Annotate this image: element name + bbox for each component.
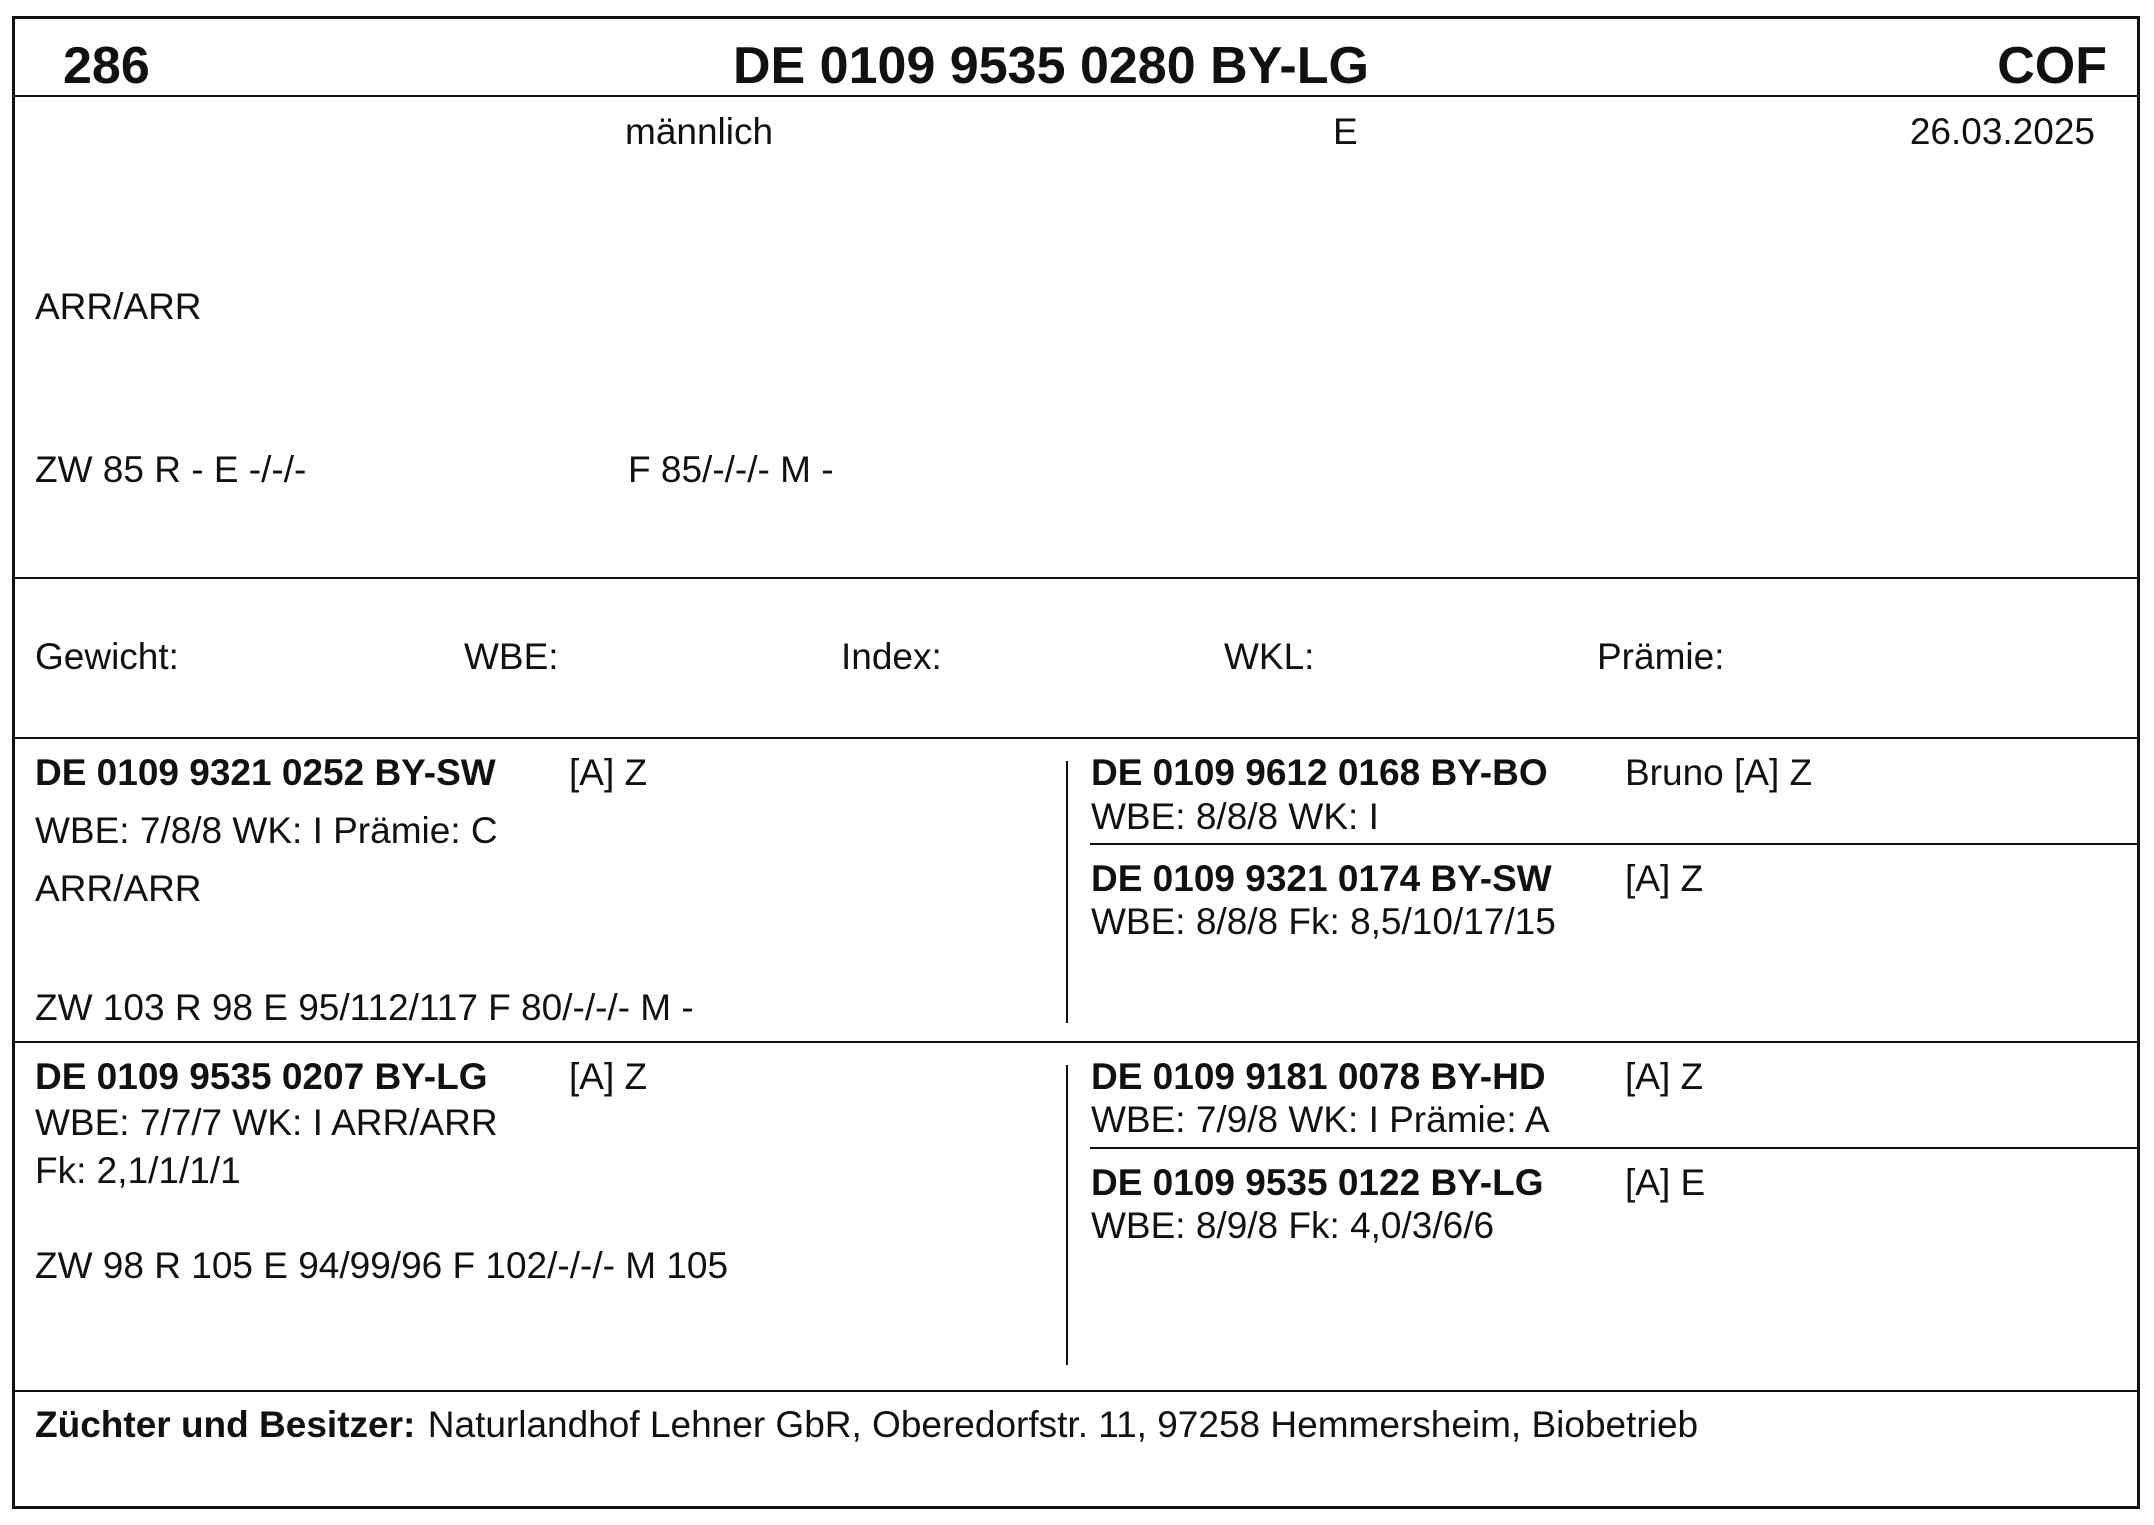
sire-dam-performance: WBE: 8/8/8 Fk: 8,5/10/17/15 xyxy=(1091,901,1556,942)
dam-id: DE 0109 9535 0207 BY-LG xyxy=(35,1056,488,1097)
dam-breeding-values: ZW 98 R 105 E 94/99/96 F 102/-/-/- M 105 xyxy=(35,1245,729,1286)
sire-dam-tag: [A] Z xyxy=(1625,858,1704,899)
sire-grandparents-divider xyxy=(1090,843,2140,845)
dam-dam-performance: WBE: 8/9/8 Fk: 4,0/3/6/6 xyxy=(1091,1205,1495,1246)
weight-label: Gewicht: xyxy=(35,636,179,677)
sex: männlich xyxy=(625,111,774,152)
dam-grandparents-divider xyxy=(1090,1147,2140,1149)
catalog-number: 286 xyxy=(63,37,150,95)
breed-code: COF xyxy=(1997,37,2107,95)
dam-tag: [A] Z xyxy=(569,1056,648,1097)
breeding-value-line: ZW 85 R - E -/-/- xyxy=(35,449,307,490)
dam-sire-performance: WBE: 7/9/8 WK: I Prämie: A xyxy=(1091,1099,1550,1140)
sire-breeding-values: ZW 103 R 98 E 95/112/117 F 80/-/-/- M - xyxy=(35,987,694,1028)
breeder-owner xyxy=(35,1404,1698,1446)
sire-tag: [A] Z xyxy=(569,752,648,793)
sire-sire-id: DE 0109 9612 0168 BY-BO xyxy=(1091,752,1548,793)
breeder-owner-value: Naturlandhof Lehner GbR, Oberedorfstr. 11, 97258 Hemmersheim, Biobetrieb xyxy=(427,1404,1699,1445)
dam-sire-tag: [A] Z xyxy=(1625,1056,1704,1097)
date: 26.03.2025 xyxy=(1909,111,2095,152)
sire-dam-id: DE 0109 9321 0174 BY-SW xyxy=(1091,858,1552,899)
sire-dam-divider xyxy=(15,1041,2137,1043)
praemie-label: Prämie: xyxy=(1597,636,1725,677)
wbe-label: WBE: xyxy=(464,636,559,677)
dam-dam-id: DE 0109 9535 0122 BY-LG xyxy=(1091,1162,1544,1203)
header-divider xyxy=(15,95,2137,97)
dam-vertical-divider xyxy=(1066,1065,1068,1365)
info-divider xyxy=(15,577,2137,579)
fields-divider xyxy=(15,737,2137,739)
footer-divider xyxy=(15,1390,2137,1392)
dam-inbreeding: Fk: 2,1/1/1/1 xyxy=(35,1150,241,1191)
pedigree-card xyxy=(12,16,2140,1509)
f-value-line: F 85/-/-/- M - xyxy=(628,449,834,490)
sire-id: DE 0109 9321 0252 BY-SW xyxy=(35,752,496,793)
dam-dam-tag: [A] E xyxy=(1625,1162,1706,1203)
wkl-label: WKL: xyxy=(1224,636,1315,677)
sire-genotype: ARR/ARR xyxy=(35,868,202,909)
index-label: Index: xyxy=(841,636,942,677)
sire-performance: WBE: 7/8/8 WK: I Prämie: C xyxy=(35,810,498,851)
dam-performance: WBE: 7/7/7 WK: I ARR/ARR xyxy=(35,1102,498,1143)
sire-sire-performance: WBE: 8/8/8 WK: I xyxy=(1091,796,1379,837)
sire-sire-tag: Bruno [A] Z xyxy=(1625,752,1813,793)
class-mark: E xyxy=(1333,111,1358,152)
dam-sire-id: DE 0109 9181 0078 BY-HD xyxy=(1091,1056,1546,1097)
breeder-owner-label: Züchter und Besitzer: xyxy=(35,1404,416,1445)
genotype: ARR/ARR xyxy=(35,286,202,327)
sire-vertical-divider xyxy=(1066,761,1068,1023)
animal-id: DE 0109 9535 0280 BY-LG xyxy=(733,37,1369,95)
